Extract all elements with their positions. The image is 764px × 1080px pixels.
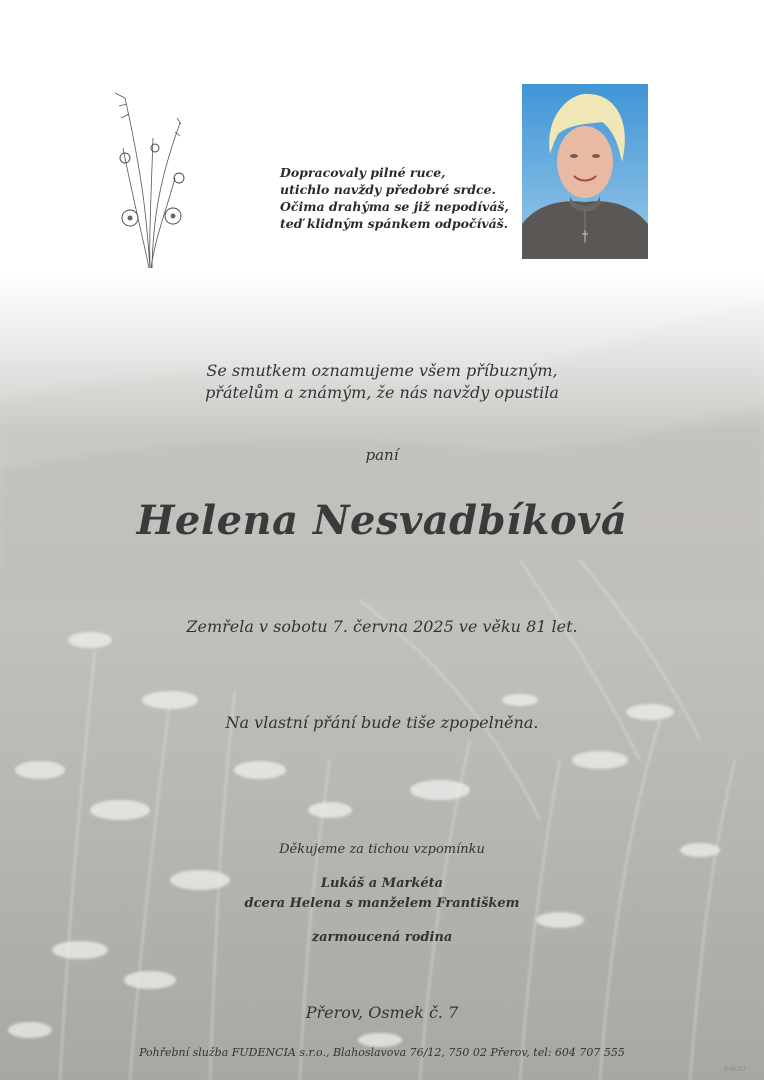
portrait-photo: [522, 84, 648, 259]
poem-line: teď klidným spánkem odpočíváš.: [280, 216, 509, 231]
deceased-name: Helena Nesvadbíková: [136, 497, 628, 544]
family-line: dcera Helena s manželem Františkem: [244, 896, 520, 911]
family-line: Lukáš a Markéta: [320, 876, 444, 891]
poem-line: Očima drahýma se již nepodíváš,: [280, 199, 509, 214]
announcement-line: Se smutkem oznamujeme všem příbuzným,: [206, 361, 558, 380]
death-info: Zemřela v sobotu 7. června 2025 ve věku 81 let.: [186, 617, 578, 636]
cremation-note: Na vlastní přání bude tiše zpopelněna.: [225, 713, 539, 732]
poem-line: Dopracovaly pilné ruce,: [280, 165, 446, 180]
announcement-line: přátelům a známým, že nás navždy opustila: [205, 383, 559, 402]
family-members: [0, 874, 764, 914]
mourners-text: zarmoucená rodina: [311, 930, 453, 945]
poem-line: utichlo navždy předobré srdce.: [280, 182, 496, 197]
thanks-text: Děkujeme za tichou vzpomínku: [279, 842, 485, 857]
flower-bouquet-sketch: [105, 88, 195, 270]
funeral-service-footer: Pohřební služba FUDENCIA s.r.o., Blahoslavova 76/12, 750 02 Přerov, tel: 604 707 555: [139, 1046, 625, 1059]
honorific: paní: [365, 446, 399, 464]
copyright-mark: ©MCST: [723, 1066, 746, 1073]
announcement-text: [0, 360, 764, 404]
address: Přerov, Osmek č. 7: [305, 1003, 459, 1022]
memorial-poem: [280, 164, 520, 232]
